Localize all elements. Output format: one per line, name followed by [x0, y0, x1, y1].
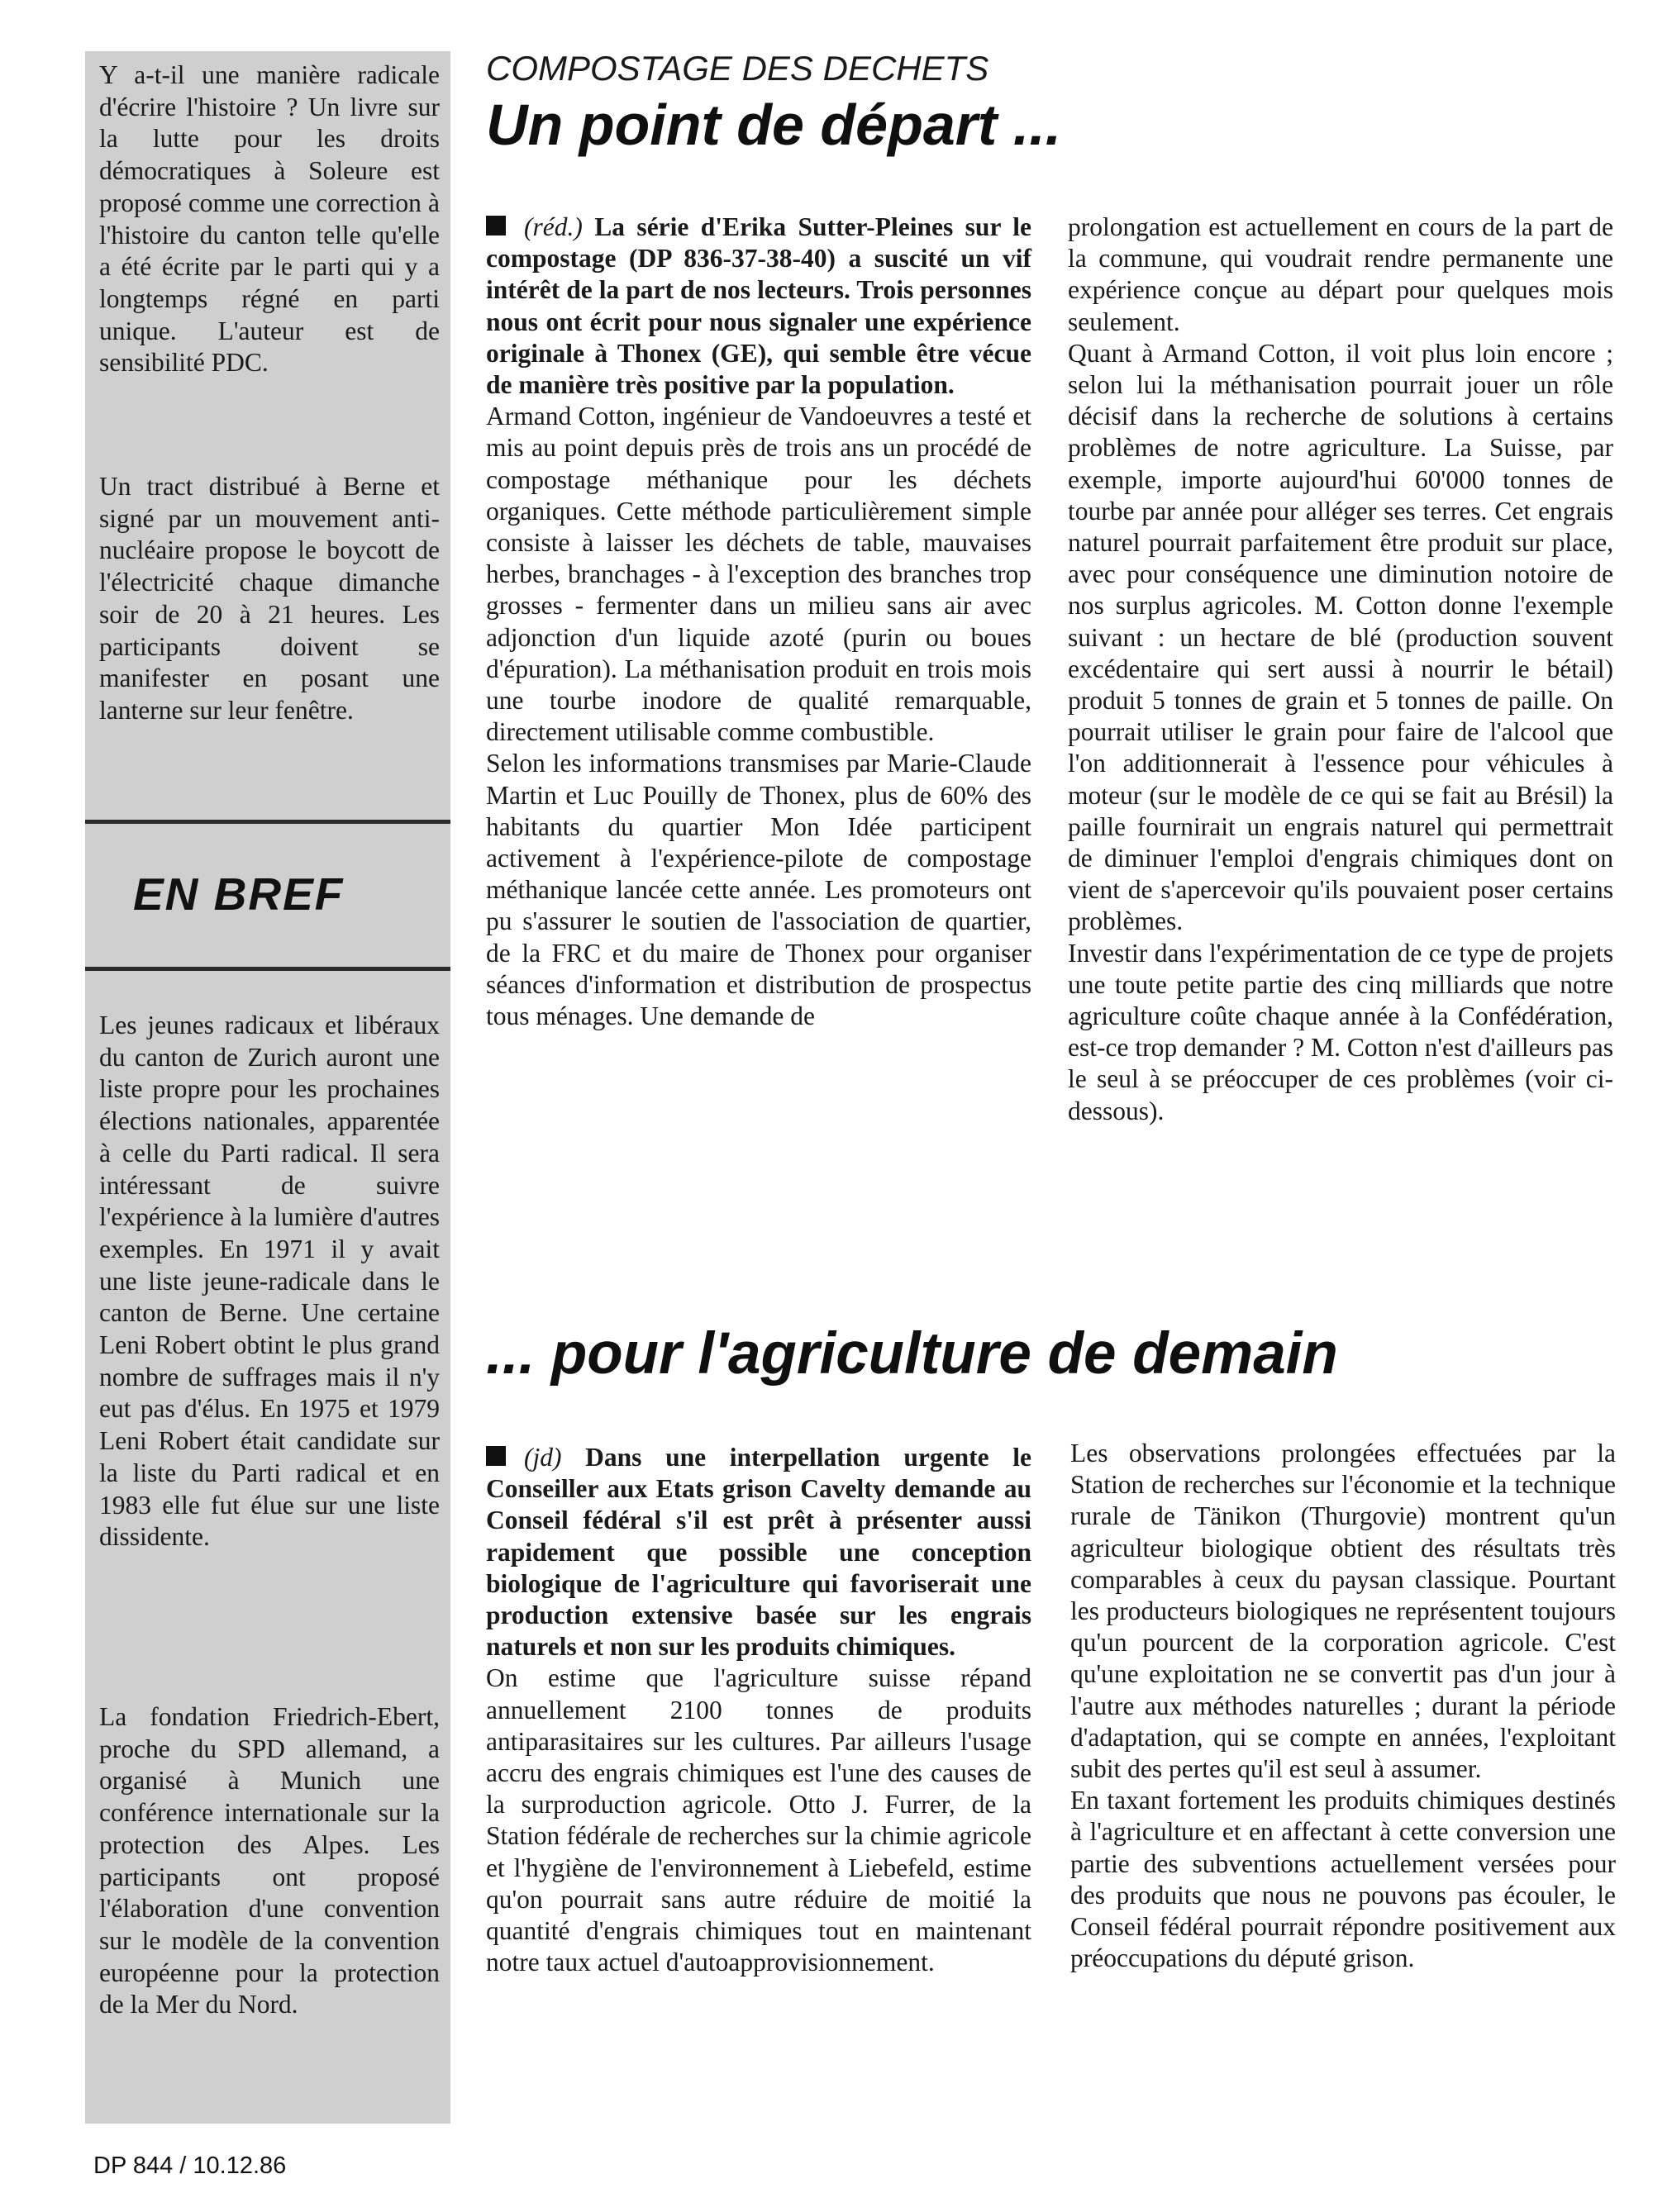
issue-footer: DP 844 / 10.12.86 [93, 2153, 287, 2179]
bullet-square-icon [486, 216, 506, 235]
paragraph: Investir dans l'expérimentation de ce type de projets une toute petite partie des cinq milliards que notre agriculture coûte chaque année à la Confédération, est-ce trop demander ? M. Cotton n'est d'ailleurs pas le seul à se préoccuper de ces problèmes (voir ci-dessous). [1068, 938, 1613, 1125]
article1-column-left [486, 212, 1031, 1032]
brief-text: Y a-t-il une manière radicale d'écrire l'histoire ? Un livre sur la lutte pour les droits démocratiques à Soleure est proposé comme une correction à l'histoire du canton telle qu'elle a été écrite par le parti qui y a longtemps régné en parti unique. L'auteur est de sensibilité PDC. [99, 60, 440, 378]
sidebar-brief-2 [99, 471, 440, 727]
article1-column-right [1068, 212, 1613, 1127]
section-rule-bottom [85, 967, 450, 971]
sidebar-brief-3 [99, 1010, 440, 1553]
bullet-square-icon [486, 1446, 506, 1466]
paragraph: prolongation est actuellement en cours de la part de la commune, qui voudrait rendre permanente une expérience conçue au départ pour quelques mois seulement. [1068, 212, 1613, 336]
sidebar-en-bref [85, 51, 450, 2124]
article-title: Un point de départ ... [486, 93, 1062, 157]
paragraph: En taxant fortement les produits chimiques destinés à l'agriculture et en affectant à cette conversion une partie des subventions actuellement versées pour des produits que nous ne pouvons pas écouler, le Conseil fédéral pourrait répondre positivement aux préoccupations du député grison. [1070, 1786, 1616, 1973]
paragraph: Armand Cotton, ingénieur de Vandoeuvres a testé et mis au point depuis près de trois ans un procédé de compostage méthanique pour les déchets organiques. Cette méthode particulièrement simple consiste à laisser les déchets de table, mauvaises herbes, branchages - à l'exception des branches trop grosses - fermenter dans un milieu sans air avec adjonction d'un liquide azoté (purin ou boues d'épuration). La méthanisation produit en trois mois une tourbe inodore de qualité remarquable, directement utilisable comme combustible. [486, 402, 1031, 747]
author-tag: (jd) [524, 1443, 562, 1472]
paragraph: On estime que l'agriculture suisse répand annuellement 2100 tonnes de produits antiparasitaires sur les cultures. Par ailleurs l'usage accru des engrais chimiques est l'une des causes de la surproduction agricole. Otto J. Furrer, de la Station fédérale de recherches sur la chimie agricole et l'hygiène de l'environnement à Liebefeld, estime qu'on pourrait sans autre réduire de moitié la quantité d'engrais chimiques tout en maintenant notre taux actuel d'autoapprovisionnement. [486, 1663, 1031, 1977]
brief-text: Un tract distribué à Berne et signé par un mouvement anti-nucléaire propose le boycott de l'électricité chaque dimanche soir de 20 à 21 heures. Les participants doivent se manifester en posant une lanterne sur leur fenêtre. [99, 472, 440, 725]
article1-lead [486, 212, 1031, 401]
article-kicker: COMPOSTAGE DES DECHETS [486, 49, 989, 88]
article2-column-left [486, 1442, 1031, 1978]
sidebar-brief-1 [99, 59, 440, 379]
section-rule-top [85, 820, 450, 824]
author-tag: (réd.) [524, 212, 583, 241]
article2-title: ... pour l'agriculture de demain [486, 1321, 1338, 1387]
paragraph: Selon les informations transmises par Marie-Claude Martin et Luc Pouilly de Thonex, plus de 60% des habitants du quartier Mon Idée participent activement à l'expérience-pilote de compostage méthanique lancée cette année. Les promoteurs ont pu s'assurer le soutien de l'association de quartier, de la FRC et du maire de Thonex pour organiser séances d'information et distribution de prospectus tous ménages. Une demande de [486, 749, 1031, 1031]
paragraph: Les observations prolongées effectuées par la Station de recherches sur l'économie et la technique rurale de Tänikon (Thurgovie) montrent qu'un agriculteur biologique obtient des résultats très comparables à ceux du paysan classique. Pourtant les producteurs biologiques ne représentent toujours qu'un pourcent de la corporation agricole. C'est qu'une exploitation ne se convertit pas d'un jour à l'autre aux méthodes naturelles ; durant la période d'adaptation, qui se compte en années, l'exploitant subit des pertes qu'il est seul à assumer. [1070, 1439, 1616, 1784]
lead-text: Dans une interpellation urgente le Conseiller aux Etats grison Cavelty demande au Conseil fédéral s'il est prêt à présenter aussi rapidement que possible une conception biologique de l'agriculture qui favoriserait une production extensive basée sur les engrais naturels et non sur les produits chimiques. [486, 1443, 1031, 1662]
sidebar-brief-4 [99, 1701, 440, 2021]
article2-column-right [1070, 1438, 1616, 1974]
brief-text: La fondation Friedrich-Ebert, proche du SPD allemand, a organisé à Munich une conférence internationale sur la protection des Alpes. Les participants ont proposé l'élaboration d'une convention sur le modèle de la convention européenne pour la protection de la Mer du Nord. [99, 1702, 440, 2019]
paragraph: Quant à Armand Cotton, il voit plus loin encore ; selon lui la méthanisation pourrait jouer un rôle décisif dans la recherche de solutions à certains problèmes de notre agriculture. La Suisse, par exemple, importe aujourd'hui 60'000 tonnes de tourbe par année pour alléger ses terres. Cet engrais naturel pourrait parfaitement être produit sur place, avec pour conséquence une diminution notoire de nos surplus agricoles. M. Cotton donne l'exemple suivant : un hectare de blé (production souvent excédentaire qui sert aussi à nourrir le bétail) produit 5 tonnes de grain et 5 tonnes de paille. On pourrait utiliser le grain pour faire de l'alcool que l'on additionnerait à l'essence pour véhicules à moteur (sur le modèle de ce qui se fait au Brésil) la paille fournirait un engrais naturel qui permettrait de diminuer l'emploi d'engrais chimiques dont on vient de s'apercevoir qu'ils pouvaient poser certains problèmes. [1068, 338, 1613, 936]
section-title: EN BREF [133, 868, 345, 920]
article2-lead [486, 1442, 1031, 1663]
lead-text: La série d'Erika Sutter-Pleines sur le compostage (DP 836-37-38-40) a suscité un vif intérêt de la part de nos lecteurs. Trois personnes nous ont écrit pour nous signaler une expérience originale à Thonex (GE), qui semble être vécue de manière très positive par la population. [486, 212, 1031, 400]
brief-text: Les jeunes radicaux et libéraux du canton de Zurich auront une liste propre pour les prochaines élections nationales, apparentée à celle du Parti radical. Il sera intéressant de suivre l'expérience à la lumière d'autres exemples. En 1971 il y avait une liste jeune-radicale dans le canton de Berne. Une certaine Leni Robert obtint le plus grand nombre de suffrages mais il n'y eut pas d'élus. En 1975 et 1979 Leni Robert était candidate sur la liste du Parti radical et en 1983 elle fut élue sur une liste dissidente. [99, 1011, 440, 1552]
